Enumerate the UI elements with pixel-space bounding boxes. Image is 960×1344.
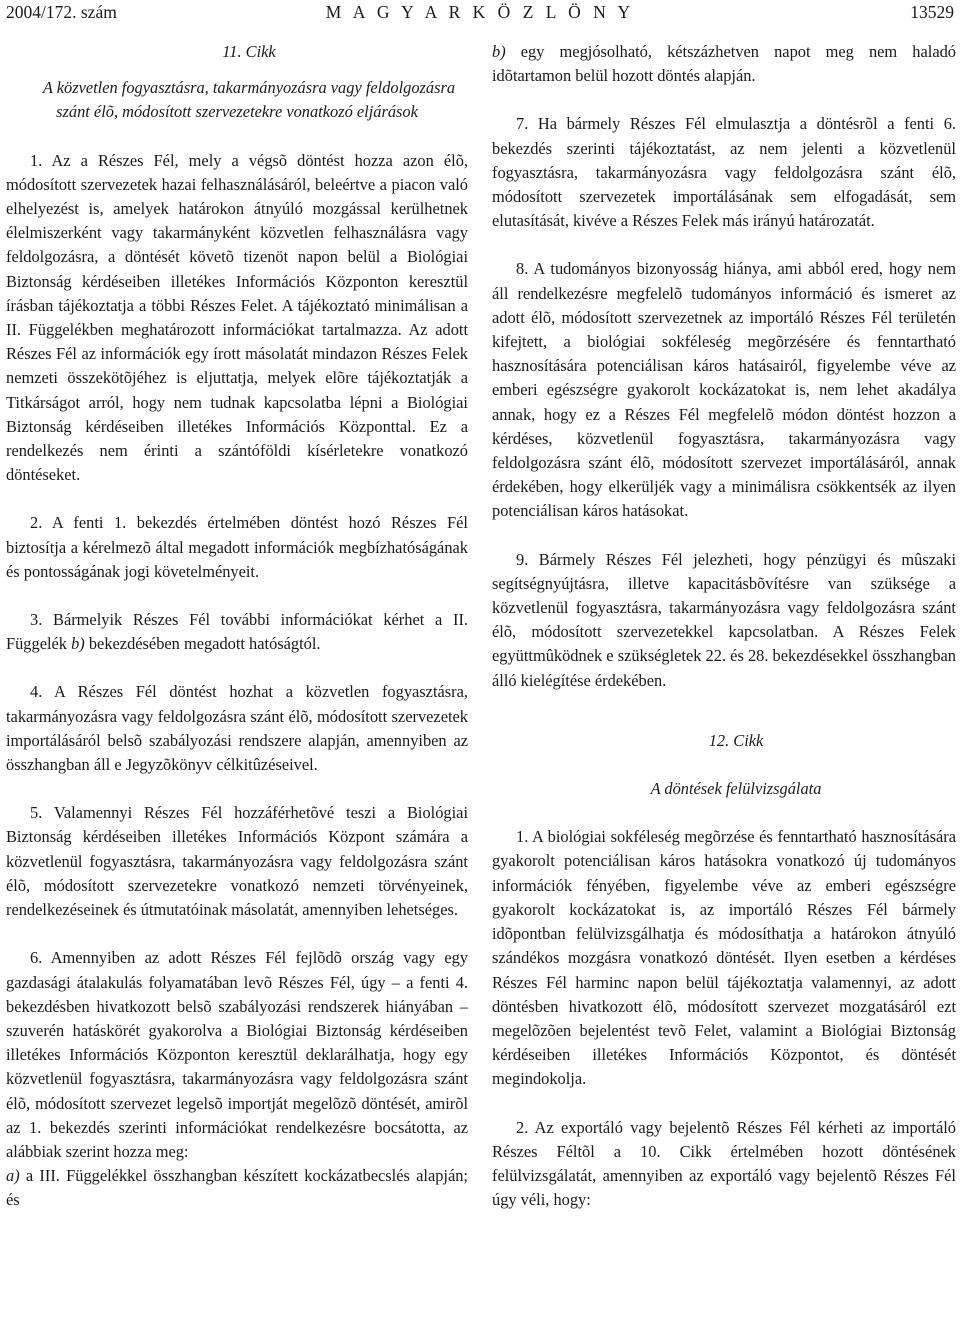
paragraph-3: 3. Bármelyik Részes Fél további információkat kérhet a II. Függelék b) bekezdésében megadott hatóságtól.	[6, 610, 468, 654]
right-column	[492, 40, 956, 1212]
paragraph-6b: b) egy megjósolható, kétszázhetven napot meg nem haladó idõtartamon belül hozott döntés alapján.	[492, 42, 956, 86]
publication-title: M A G Y A R K Ö Z L Ö N Y	[325, 2, 635, 22]
review-paragraph-1: 1. A biológiai sokféleség megõrzése és fenntartható hasznosítására gyakorolt potenciálisan káros hatásokra vonatkozó új tudományos információk fényében, figyelembe véve az emberi egészségre gyakorolt kockázatokat is, az importáló Részes Fél bármely idõpontban felülvizsgálhatja és módosíthatja a határokon átnyúló szándékos mozgásra vonatkozó döntését. Ilyen esetben a kérdéses Részes Fél harminc napon belül tájékoztatja valamennyi, az adott döntésben hivatkozott élõ, módosított szervezet mozgatásáról ezt megelõzõen bejelentést tevõ Felet, valamint a Biológiai Biztonság kérdéseiben illetékes Információs Központot, és döntését megindokolja.	[492, 827, 956, 1089]
paragraph-1: 1. Az a Részes Fél, mely a végsõ döntést hozza azon élõ, módosított szervezetek hazai felhasználásáról, beleértve a piacon való elhelyezést is, amelyek határokon átnyúló mozgással kerülhetnek élelmiszerként vagy takarmányként közvetlen felhasználásra vagy feldolgozásra, a döntését követõ tizenöt napon belül a Biológiai Biztonság kérdéseiben illetékes Információs Központon keresztül írásban tájékoztatja a többi Részes Felet. A tájékoztató minimálisan a II. Függelékben meghatározott információkat tartalmazza. Az adott Részes Fél az információk egy írott másolatát mindazon Részes Felek nemzeti összekötõjéhez is eljuttatja, melyek elõre tájékoztatják a Titkárságot arról, hogy nem tudnak kapcsolatba lépni a Biológiai Biztonság kérdéseiben illetékes Információs Központtal. Ez a rendelkezés nem érinti a szántóföldi kísérletekre vonatkozó döntéseket.	[6, 150, 468, 485]
paragraph-5: 5. Valamennyi Részes Fél hozzáférhetõvé teszi a Biológiai Biztonság kérdéseiben illetékes Információs Központ számára a közvetlenül fogyasztásra, takarmányozásra vagy feldolgozásra szánt élõ, módosított szervezetekre vonatkozó nemzeti törvényeinek, rendelkezéseinek és útmutatóinak másolatát, amennyiben lehetséges.	[6, 803, 468, 920]
paragraph-6a: a) a III. Függelékkel összhangban készített kockázatbecslés alapján; és	[6, 1166, 468, 1210]
paragraph-4: 4. A Részes Fél döntést hozhat a közvetlen fogyasztásra, takarmányozásra vagy feldolgozásra szánt élõ, módosított szervezetek importálásáról belsõ szabályozási rendszere alapján, amennyiben az összhangban áll e Jegyzõkönyv célkitûzéseivel.	[6, 682, 468, 775]
article-11-title: 11. Cikk	[222, 42, 276, 61]
page-number: 13529	[910, 2, 954, 22]
paragraph-9: 9. Bármely Részes Fél jelezheti, hogy pénzügyi és mûszaki segítségnyújtásra, illetve kapacitásbõvítésre van szüksége a közvetlenül fogyasztásra, takarmányozásra vagy feldolgozásra szánt élõ, módosított szervezetekkel kapcsolatban. A Részes Felek együttmûködnek e szükségletek 22. és 28. bekezdésekkel összhangban álló kielégítése érdekében.	[492, 549, 956, 690]
review-paragraph-2: 2. Az exportáló vagy bejelentõ Részes Fél kérheti az importáló Részes Féltõl a 10. Cikk értelmében hozott döntésének felülvizsgálatát, amennyiben az exportáló vagy bejelentõ Részes Fél úgy véli, hogy:	[492, 1117, 956, 1210]
article-11-subtitle: A közvetlen fogyasztásra, takarmányozásra vagy feldolgozásra szánt élõ, módosított szervezetekre vonatkozó eljárások	[42, 78, 456, 122]
paragraph-6: 6. Amennyiben az adott Részes Fél fejlõdõ ország vagy egy gazdasági átalakulás folyamatában levõ Részes Fél, úgy – a fenti 4. bekezdésben hivatkozott belsõ szabályozási rendszerek hiányában – szuverén hatáskörét gyakorolva a Biológiai Biztonság kérdéseiben illetékes Információs Központon keresztül deklarálhatja, hogy egy közvetlenül fogyasztásra, takarmányozásra vagy feldolgozásra szánt élõ, módosított szervezet legelsõ importját megelõzõ döntését, amirõl az 1. bekezdés szerinti információkat rendelkezésre bocsátotta, az alábbiak szerint hozza meg:	[6, 948, 468, 1161]
left-column	[6, 40, 468, 1213]
page-header	[6, 2, 954, 30]
paragraph-7: 7. Ha bármely Részes Fél elmulasztja a döntésrõl a fenti 6. bekezdés szerinti tájékoztatást, az nem jelenti a közvetlenül fogyasztásra, takarmányozásra vagy feldolgozásra szánt élõ, módosított szervezetek importálásának sem elfogadását, sem elutasítását, kivéve a Részes Felek más irányú határozatát.	[492, 114, 956, 231]
article-12-title: 12. Cikk	[708, 730, 764, 750]
paragraph-8: 8. A tudományos bizonyosság hiánya, ami abból ered, hogy nem áll rendelkezésre megfelelõ tudományos információ és ismeret az adott élõ, módosított szervezetnek az importáló Részes Fél területén kifejtett, a biológiai sokféleség megõrzésére és fenntartható hasznosítására potenciálisan káros hatásairól, figyelembe véve az emberi egészségre gyakorolt kockázatokat is, nem lehet akadálya annak, hogy ez a Részes Fél megfelelõ módon döntést hozzon a kérdéses, közvetlenül fogyasztásra, takarmányozásra vagy feldolgozásra szánt élõ, módosított szervezet importálásáról, annak érdekében, hogy elkerüljék vagy a minimálisra csökkentsék az ilyen potenciálisan káros hatásokat.	[492, 259, 956, 521]
paragraph-2: 2. A fenti 1. bekezdés értelmében döntést hozó Részes Fél biztosítja a kérelmezõ által megadott információk megbízhatóságának és pontosságának jogi követelményeit.	[6, 513, 468, 581]
article-12-subtitle: A döntések felülvizsgálata	[650, 779, 822, 799]
issue-number: 2004/172. szám	[6, 2, 117, 22]
